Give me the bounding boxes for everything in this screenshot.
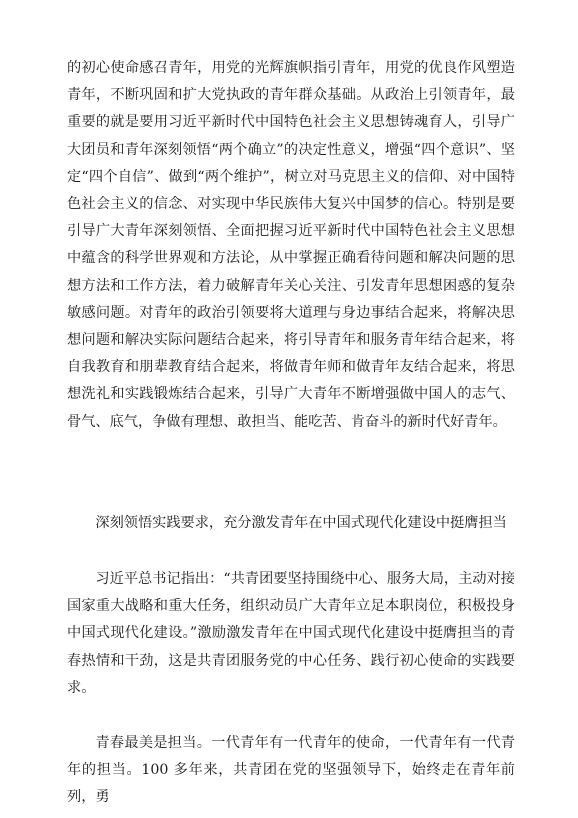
body-paragraph-political-guidance: 的初心使命感召青年，用党的光辉旗帜指引青年，用党的优良作风塑造青年，不断巩固和扩大党执政的青年群众基础。从政治上引领青年，最重要的就是要用习近平新时代中国特色社会主义思想铸魂育人，引导广大团员和青年深刻领悟“两个确立”的决定性意义，增强“四个意识”、坚定“四个自信”、做到“两个维护”，树立对马克思主义的信仰、对中国特色社会主义的信念、对实现中华民族伟大复兴中国梦的信心。特别是要引导广大青年深刻领悟、全面把握习近平新时代中国特色社会主义思想中蕴含的科学世界观和方法论，从中掌握正确看待问题和解决问题的思想方法和工作方法，着力破解青年关心关注、引发青年思想困惑的复杂敏感问题。对青年的政治引领要将大道理与身边事结合起来，将解决思想问题和解决实际问题结合起来，将引导青年和服务青年结合起来，将自我教育和朋辈教育结合起来，将做青年师和做青年友结合起来，将思想洗礼和实践锻炼结合起来，引导广大青年不断增强做中国人的志气、骨气、底气，争做有理想、敢担当、能吃苦、肯奋斗的新时代好青年。 <box>67 60 515 430</box>
body-paragraph-youth-responsibility: 青春最美是担当。一代青年有一代青年的使命，一代青年有一代青年的担当。100 多年来，共青团在党的坚强领导下，始终走在青年前列，勇 <box>67 735 515 806</box>
section-heading: 深刻领悟实践要求，充分激发青年在中国式现代化建设中挺膺担当 <box>95 515 507 531</box>
body-paragraph-quote: 习近平总书记指出：“共青团要坚持围绕中心、服务大局，主动对接国家重大战略和重大任务，组织动员广大青年立足本职岗位，积极投身中国式现代化建设。”激励激发青年在中国式现代化建设中挺膺担当的青春热情和干劲，这是共青团服务党的中心任务、践行初心使命的实践要求。 <box>67 571 515 696</box>
